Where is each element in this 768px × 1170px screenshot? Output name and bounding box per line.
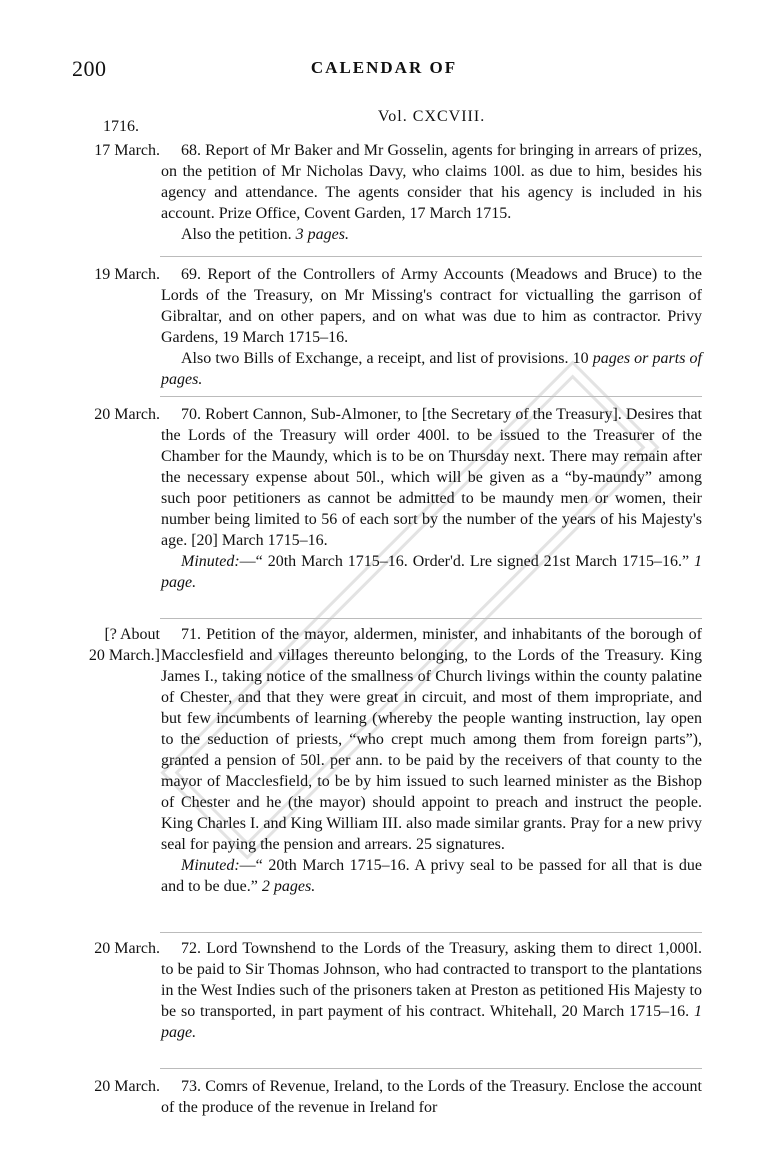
entry-minute: Minuted:—“ 20th March 1715–16. Order'd. Lre signed 21st March 1715–16.” 1 page. — [161, 553, 702, 591]
divider — [160, 396, 702, 397]
entry-date-line: [? About — [104, 626, 160, 643]
entry-text: 68. Report of Mr Baker and Mr Gosselin, agents for bringing in arrears of prizes, on the petition of Mr Nicholas Davy, who claims 100l. as due to him, besides his agency and attendance. The agents consider that his agency is included in his account. Prize Office, Covent Garden, 17 March 1715. — [161, 142, 702, 222]
divider — [160, 932, 702, 933]
divider — [160, 256, 702, 257]
entry-date: 19 March. — [94, 266, 160, 283]
page-number: 200 — [72, 56, 107, 81]
entry-body — [161, 140, 702, 245]
entry-date — [68, 624, 160, 666]
divider — [160, 1068, 702, 1069]
entry-enclosure: Also the petition. 3 pages. — [181, 226, 349, 243]
entry-date-line: 20 March.] — [88, 647, 160, 664]
volume-heading: Vol. CXCVIII. — [377, 108, 486, 125]
entry-body — [161, 624, 702, 897]
entry-text: 73. Comrs of Revenue, Ireland, to the Lords of the Treasury. Enclose the account of the produce of the revenue in Ireland for — [161, 1078, 702, 1116]
year-label: 1716. — [103, 118, 139, 135]
divider — [160, 618, 702, 619]
running-head: CALENDAR OF — [310, 58, 458, 77]
entry-date: 20 March. — [94, 940, 160, 957]
entry-body — [161, 938, 702, 1043]
entry-body — [161, 1076, 702, 1118]
entry-text: 72. Lord Townshend to the Lords of the Treasury, asking them to direct 1,000l. to be paid to Sir Thomas Johnson, who had contracted to transport to the plantations in the West Indies such of the prisoners taken at Preston as petitioned His Majesty to be so transported, in part payment of his contract. Whitehall, 20 March 1715–16. 1 page. — [161, 940, 703, 1041]
entry-text: 69. Report of the Controllers of Army Accounts (Meadows and Bruce) to the Lords of the Treasury, on Mr Missing's contract for victualling the garrison of Gibraltar, and on other papers, and on what was due to him as contractor. Privy Gardens, 19 March 1715–16. — [161, 266, 702, 346]
entry-enclosure: Also two Bills of Exchange, a receipt, and list of provisions. 10 pages or parts of pages. — [161, 350, 703, 388]
entry-text: 70. Robert Cannon, Sub-Almoner, to [the Secretary of the Treasury]. Desires that the Lords of the Treasury will order 400l. to be issued to the Treasurer of the Chamber for the Maundy, which is to be on Thursday next. There may remain after the necessary expense about 50l., which will be given as a “by-maundy” among such poor petitioners as cannot be admitted to be maundy men or women, their number being limited to 56 of each sort by the number of the years of his Majesty's age. [20] March 1715–16. — [161, 406, 702, 549]
entry-date: 17 March. — [94, 142, 160, 159]
entry-body — [161, 264, 702, 390]
entry-body — [161, 404, 702, 593]
entry-date: 20 March. — [94, 406, 160, 423]
entry-minute: Minuted:—“ 20th March 1715–16. A privy seal to be passed for all that is due and to be due.” 2 pages. — [161, 857, 702, 895]
entry-date: 20 March. — [94, 1078, 160, 1095]
entry-text: 71. Petition of the mayor, aldermen, minister, and inhabitants of the borough of Macclesfield and villages thereunto belonging, to the Lords of the Treasury. King James I., taking notice of the smallness of Church livings within the county palatine of Chester, and that they were great in circuit, and most of them impropriate, and but few incumbents of learning (whereby the people wanting instruction, lay open to the seduction of priests, “who crept much among them from foreign parts”), granted a pension of 50l. per ann. to be paid by the receivers of that county to the mayor of Macclesfield, to be by him issued to such learned minister as the Bishop of Chester and he (the mayor) should appoint to preach and instruct the people. King Charles I. and King William III. also made similar grants. Pray for a new privy seal for paying the pension and arrears. 25 signatures. — [161, 626, 702, 853]
